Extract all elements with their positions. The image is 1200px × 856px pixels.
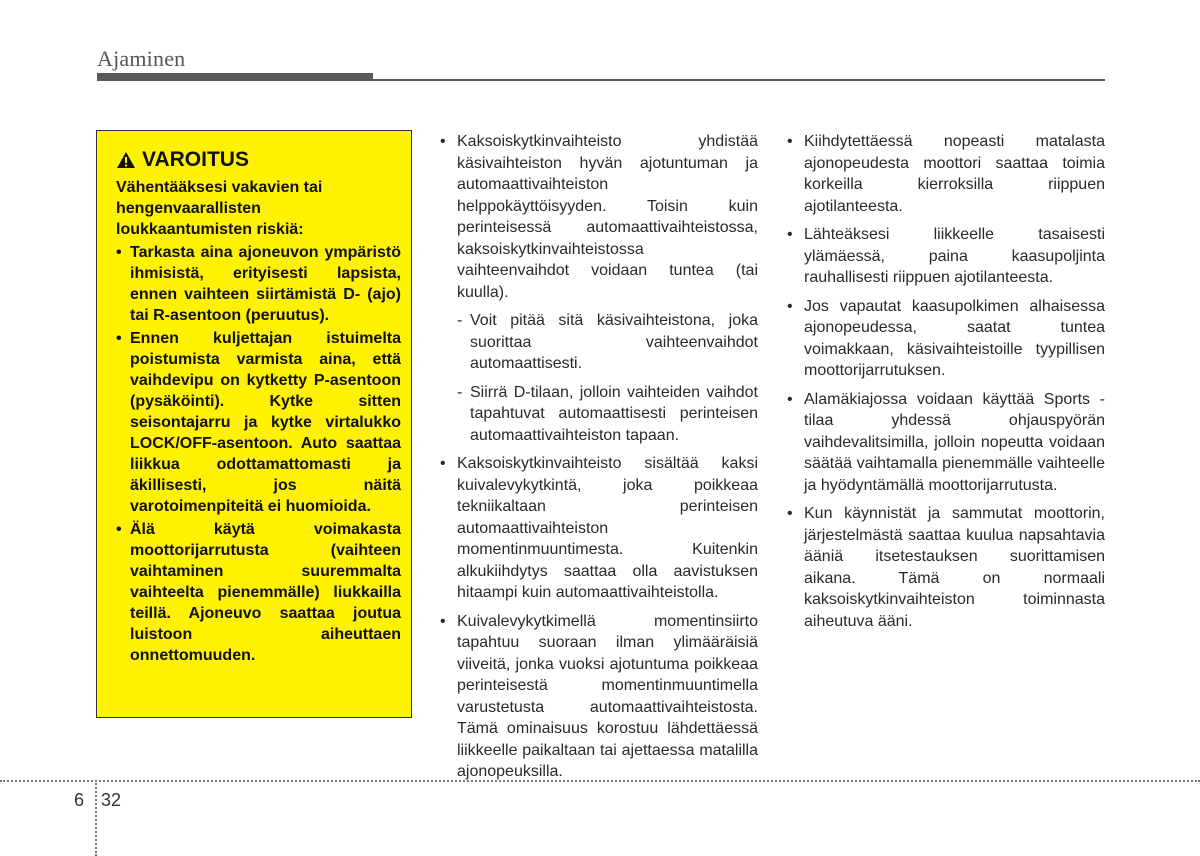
dash-marker: - [457,383,463,401]
warning-item-text: Älä käytä voimakasta moottorijarrutusta (vaihteen vaihtaminen suuremmalta vaihteelta pienemmälle) liukkailla teillä. Ajoneuvo saattaa joutua luistoon aiheuttaen onnettomuuden. [130,521,401,664]
bullet-marker: • [116,244,122,261]
paragraph-text: Jos vapautat kaasupolkimen alhaisessa ajonopeudessa, saatat tuntea voimakkaan, käsivaihteistoille tyypillisen moottorijarrutuksen. [804,297,1105,379]
paragraph-text: Kaksoiskytkinvaihteisto sisältää kaksi kuivalevykytkintä, joka poikkeaa tekniikaltaan perinteisen automaattivaihteiston momentinmuuntimesta. Kuitenkin alkukiihdytys saattaa olla aavistuksen hitaampi kuin automaattivaihteistolla. [457,455,758,601]
header-rule-thick [97,73,373,81]
warning-heading [116,145,401,175]
list-item [787,503,1105,632]
paragraph-text: Siirrä D-tilaan, jolloin vaihteiden vaihdot tapahtuvat automaattisesti perinteisen automaattivaihteiston tapaan. [470,383,758,444]
warning-item [116,519,401,666]
bullet-marker: • [116,521,122,538]
list-item [787,296,1105,382]
chapter-number: 6 [74,790,85,810]
warning-triangle-icon [116,151,136,169]
bullet-marker: • [116,330,122,347]
header-rule-thin [373,79,1105,81]
paragraph-text: Kun käynnistät ja sammutat moottorin, järjestelmästä saattaa kuulua napsahtavia ääniä itsetestauksen suorittamisen aikana. Tämä on normaali kaksoiskytkinvaihteiston toiminnasta aiheutuva ääni. [804,505,1105,630]
bullet-marker: • [787,297,793,315]
bullet-marker: • [787,226,793,243]
paragraph-text: Kuivalevykytkimellä momentinsiirto tapahtuu suoraan ilman ylimääräisiä viiveitä, jonka vuoksi ajotuntuma poikkeaa perinteisestä momentinmuuntimella varustetusta automaattivaihteistosta. Tämä ominaisuus korostuu lähdettäessä liikkeelle paikaltaan tai ajettaessa matalilla ajonopeuksilla. [457,612,758,780]
right-column [787,131,1105,639]
warning-list [116,242,401,666]
section-title: Ajaminen [97,46,186,71]
dash-marker: - [457,312,463,329]
sub-list-item [440,382,758,447]
warning-item-text: Tarkasta aina ajoneuvon ympäristö ihmisistä, erityisesti lapsista, ennen vaihteen siirtämistä D- (ajo) tai R-asentoon (peruutus). [130,244,401,324]
list-item [787,224,1105,289]
sub-list-item [440,310,758,375]
bullet-marker: • [440,133,446,150]
footer-dotted-rule [0,780,1200,782]
warning-item-text: Ennen kuljettajan istuimelta poistumista varmista aina, että vaihdevipu on kytketty P-asentoon (pysäköinti). Kytke sitten seisontajarru ja kytke virtalukko LOCK/OFF-asentoon. Auto saattaa liikkua odottamattomasti ja äkillisesti, jos näitä varotoimenpiteitä ei huomioida. [130,330,401,515]
paragraph-text: Lähteäksesi liikkeelle tasaisesti ylämäessä, paina kaasupoljinta rauhallisesti riippuen ajotilanteesta. [804,226,1105,286]
list-item [787,389,1105,497]
footer-dotted-divider [95,780,97,856]
paragraph-text: Kaksoiskytkinvaihteisto yhdistää käsivaihteiston hyvän ajotuntuman ja automaattivaihteiston helppokäyttöisyyden. Toisin kuin perinteisessä automaattivaihteistossa, kaksoiskytkinvaihteistossa vaihteenvaihdot voidaan tuntea (tai kuulla). [457,133,758,301]
page-number: 32 [101,790,122,810]
list-item [787,131,1105,217]
warning-item [116,328,401,517]
list-item [440,453,758,604]
paragraph-text: Kiihdytettäessä nopeasti matalasta ajonopeudesta moottori saattaa toimia korkeilla kierroksilla riippuen ajotilanteesta. [804,133,1105,215]
bullet-marker: • [787,390,793,408]
warning-item [116,242,401,326]
bullet-marker: • [787,133,793,150]
middle-column [440,131,758,790]
paragraph-text: Alamäkiajossa voidaan käyttää Sports -tilaa yhdessä ohjauspyörän vaihdevalitsimilla, jolloin nopeutta voidaan säätää vaihtamalla pienemmälle vaihteelle ja hyödyntämällä moottorijarrutusta. [804,390,1105,494]
bullet-marker: • [440,455,446,472]
bullet-marker: • [440,612,446,630]
paragraph-text: Voit pitää sitä käsivaihteistona, joka suorittaa vaihteenvaihdot automaattisesti. [470,312,758,372]
warning-box [96,130,412,718]
warning-title: VAROITUS [142,148,249,171]
list-item [440,131,758,303]
list-item [440,611,758,783]
warning-intro: Vähentääksesi vakavien tai hengenvaarallisten loukkaantumisten riskiä: [116,179,323,238]
bullet-marker: • [787,505,793,522]
